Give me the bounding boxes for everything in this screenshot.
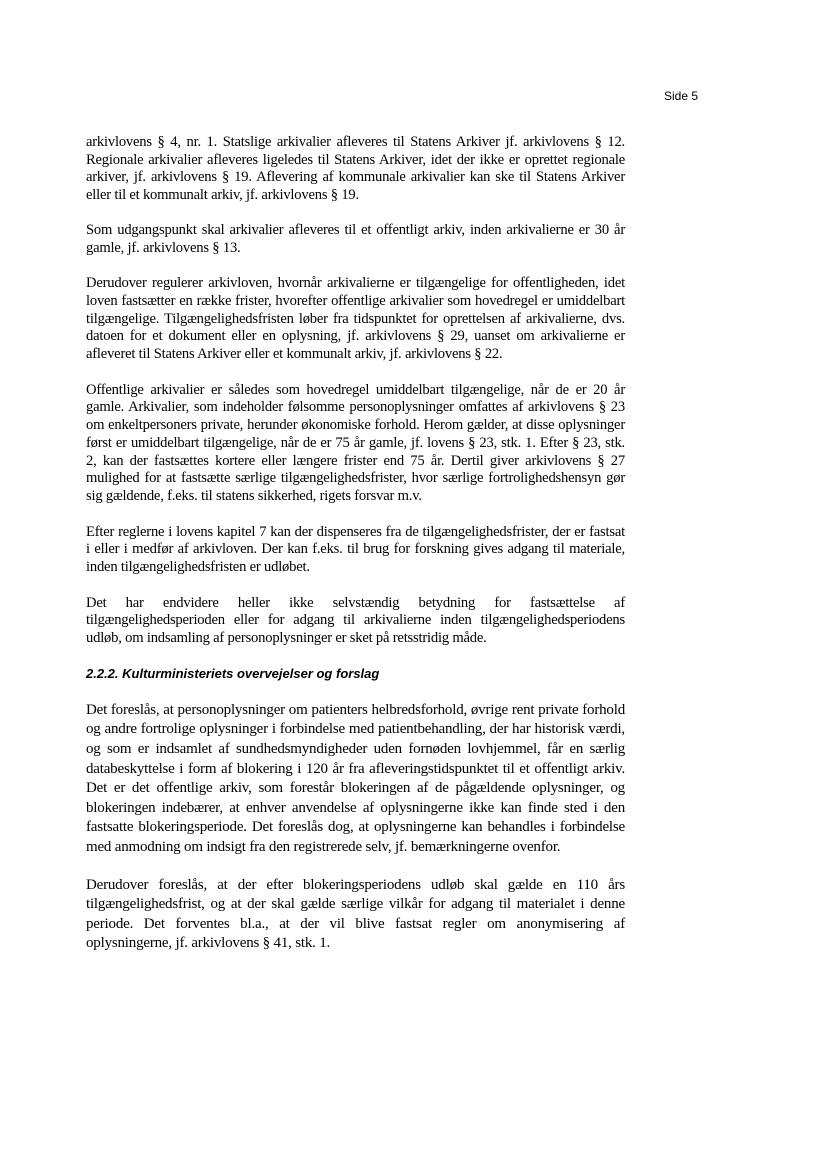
- paragraph-accessibility-periods: Offentlige arkivalier er således som hovedregel umiddelbart tilgængelige, når de er 20 år gamle. Arkivalier, som indeholder følsomme personoplysninger omfattes af arkivlovens § 23 om enkeltpersoners private, herunder økonomiske forhold. Herom gælder, at disse oplysninger først er umiddelbart tilgængelige, når de er 75 år gamle, jf. lovens § 23, stk. 1. Efter § 23, stk. 2, kan der fastsættes kortere eller længere frister end 75 år. Dertil giver arkivlovens § 27 mulighed for at fastsætte særlige tilgængelighedsfrister, hvor særlige fortrolighedshensyn gør sig gældende, f.eks. til statens sikkerhed, rigets forsvar m.v.: [86, 381, 625, 504]
- paragraph-dispensation: Efter reglerne i lovens kapitel 7 kan der dispenseres fra de tilgængelighedsfrister, der er fastsat i eller i medfør af arkivloven. Der kan f.eks. til brug for forskning gives adgang til materiale, inden tilgængelighedsfristen er udløbet.: [86, 523, 625, 576]
- paragraph-blocking-proposal: Det foreslås, at personoplysninger om patienters helbredsforhold, øvrige rent private forhold og andre fortrolige oplysninger i forbindelse med patientbehandling, der har historisk værdi, og som er indsamlet af sundhedsmyndigheder uden fornøden lovhjemmel, får en særlig databeskyttelse i form af blokering i 120 år fra afleveringstidspunktet til et offentligt arkiv. Det er det offentlige arkiv, som forestår blokeringen af de pågældende oplysninger, og blokeringen indebærer, at enhver anvendelse af oplysningerne ikke kan finde sted i den fastsatte blokeringsperiode. Det foreslås dog, at oplysningerne kan behandles i forbindelse med anmodning om indsigt fra den registrerede selv, jf. bemærkningerne ovenfor.: [86, 701, 625, 856]
- paragraph-unlawful-collection: Det har endvidere heller ikke selvstændig betydning for fastsættelse af tilgængelighedsperioden eller for adgang til arkivalierne inden tilgængelighedsperiodens udløb, om indsamling af personoplysninger er sket på retsstridig måde.: [86, 594, 625, 647]
- paragraph-delivery-deadline: Som udgangspunkt skal arkivalier afleveres til et offentligt arkiv, inden arkivalierne er 30 år gamle, jf. arkivlovens § 13.: [86, 221, 625, 256]
- paragraph-accessibility-rules: Derudover regulerer arkivloven, hvornår arkivalierne er tilgængelige for offentligheden, idet loven fastsætter en række frister, hvorefter offentlige arkivalier som hovedregel er umiddelbart tilgængelige. Tilgængelighedsfristen løber fra tidspunktet for oprettelsen af arkivalierne, dvs. datoen for et dokument eller en oplysning, jf. arkivlovens § 29, uanset om arkivalierne er afleveret til Statens Arkiver eller et kommunalt arkiv, jf. arkivlovens § 22.: [86, 275, 625, 363]
- paragraph-access-after-blocking: Derudover foreslås, at der efter blokeringsperiodens udløb skal gælde en 110 års tilgængelighedsfrist, og at der skal gælde særlige vilkår for adgang til materialet i denne periode. Det forventes bl.a., at der vil blive fastsat regler om anonymisering af oplysningerne, jf. arkivlovens § 41, stk. 1.: [86, 876, 625, 952]
- page-number: Side 5: [664, 89, 699, 103]
- section-body: [86, 701, 625, 954]
- section-heading: 2.2.2. Kulturministeriets overvejelser og forslag: [86, 665, 380, 681]
- paragraph-archive-delivery: arkivlovens § 4, nr. 1. Statslige arkivalier afleveres til Statens Arkiver jf. arkivlovens § 12. Regionale arkivalier afleveres ligeledes til Statens Arkiver, idet der ikke er oprettet regionale arkiver, jf. arkivlovens § 19. Aflevering af kommunale arkivalier kan ske til Statens Arkiver eller til et kommunalt arkiv, jf. arkivlovens § 19.: [86, 134, 625, 204]
- document-body: [86, 134, 625, 954]
